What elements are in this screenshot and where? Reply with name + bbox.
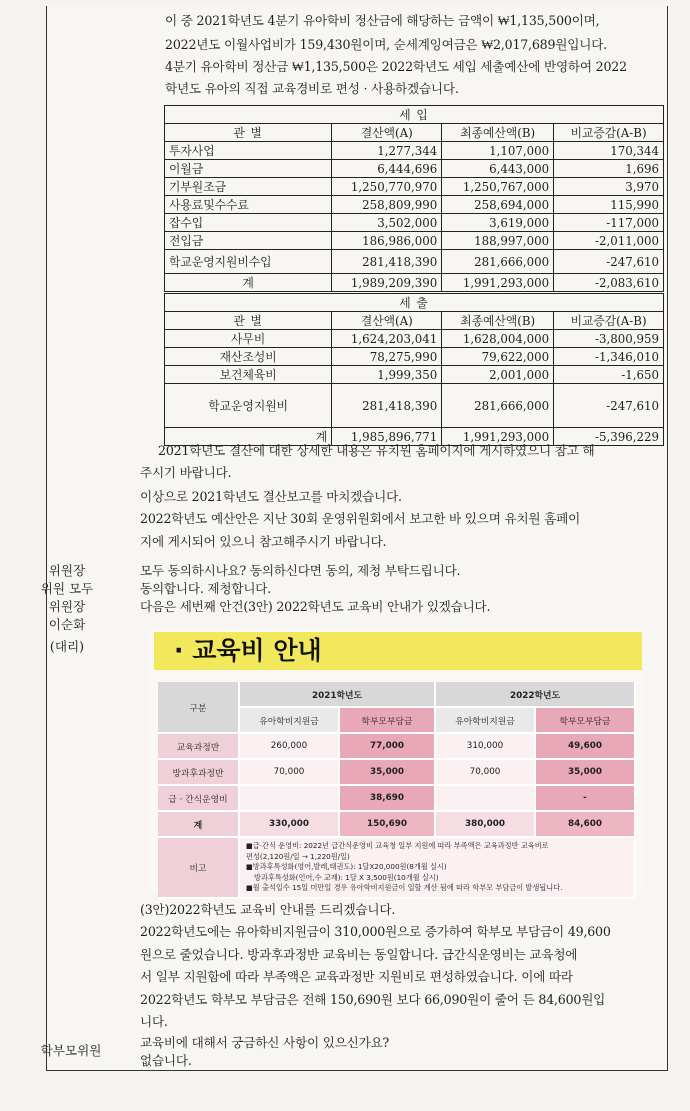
- header-settlement: 결산액(A): [332, 312, 442, 330]
- table-row: [165, 160, 664, 178]
- cell-value: 258,694,000: [442, 196, 554, 214]
- row-label: 이월금: [165, 160, 332, 178]
- note-row: [158, 837, 635, 898]
- table-row: [165, 250, 664, 274]
- year-2022: 2022학년도: [435, 682, 635, 707]
- table-row: [165, 142, 664, 160]
- cell-value: 78,275,990: [332, 348, 442, 366]
- row-label: 기부원조금: [165, 178, 332, 196]
- table-row: [165, 348, 664, 366]
- speaker-name: 이순화: [48, 617, 86, 632]
- tuition-table: [158, 682, 636, 899]
- dialogue-line-1: 모두 동의하시나요? 동의하신다면 동의, 제청 부탁드립니다.: [140, 563, 461, 578]
- expense-table: [164, 293, 664, 446]
- intro-line-4: 학년도 유아의 직접 교육경비로 편성 · 사용하겠습니다.: [165, 81, 459, 96]
- header-difference: 비교증감(A-B): [554, 312, 664, 330]
- row-label: 학교운영지원비: [165, 384, 332, 428]
- cell-value: [239, 785, 339, 811]
- speaker-all-members: 위원 모두: [40, 581, 94, 596]
- cell-value: 1,991,293,000: [442, 274, 554, 292]
- row-label: 학교운영지원비수입: [165, 250, 332, 274]
- cell-value: 1,696: [554, 160, 664, 178]
- dialogue-line-3: 다음은 세번째 안건(3안) 2022학년도 교육비 안내가 있겠습니다.: [140, 599, 491, 614]
- sub-parent-2022: 학부모부담금: [535, 707, 635, 733]
- cell-value: 1,277,344: [332, 142, 442, 160]
- expense-title: 세 출: [165, 294, 664, 312]
- tuition-info-panel: [150, 628, 642, 893]
- row-label: 사용료및수수료: [165, 196, 332, 214]
- sub-support-2022: 유아학비지원금: [435, 707, 535, 733]
- cell-value: [435, 785, 535, 811]
- cell-value: 281,666,000: [442, 384, 554, 428]
- cell-value: 1,624,203,041: [332, 330, 442, 348]
- table-row: [165, 196, 664, 214]
- cell-value: 35,000: [339, 759, 435, 785]
- table-row: [158, 759, 635, 785]
- cell-value: -1,346,010: [554, 348, 664, 366]
- after-line-1: 2021학년도 결산에 대한 상세한 내용은 유치원 홈페이지에 게시하였으니 참고 해: [158, 443, 595, 458]
- cell-value: -1,650: [554, 366, 664, 384]
- row-label: 계: [165, 428, 332, 446]
- row-label: 사무비: [165, 330, 332, 348]
- row-label: 전입금: [165, 232, 332, 250]
- table-row: [165, 330, 664, 348]
- cell-value: -2,083,610: [554, 274, 664, 292]
- cell-value: -2,011,000: [554, 232, 664, 250]
- sub-support-2021: 유아학비지원금: [239, 707, 339, 733]
- intro-line-2: 2022년도 이월사업비가 159,430원이며, 순세계잉여금은 ₩2,017,689원입니다.: [165, 37, 607, 52]
- cell-value: 1,999,350: [332, 366, 442, 384]
- cell-value: 70,000: [239, 759, 339, 785]
- speaker-proxy: (대리): [49, 639, 85, 654]
- col-group-label: 구분: [158, 682, 239, 733]
- cell-value: 49,600: [535, 733, 635, 759]
- speaker-parent-member: 학부모위원: [40, 1043, 102, 1058]
- after-line-4: 2022학년도 예산안은 지난 30회 운영위원회에서 보고한 바 있으며 유치원 홈페이: [140, 511, 581, 526]
- header-category: 관 별: [165, 124, 332, 142]
- row-label: 잡수입: [165, 214, 332, 232]
- after-line-2: 주시기 바랍니다.: [140, 465, 232, 480]
- after-line-5: 지에 게시되어 있으니 참고해주시기 바랍니다.: [140, 534, 387, 549]
- cell-value: -247,610: [554, 384, 664, 428]
- cell-value: 170,344: [554, 142, 664, 160]
- table-row: [165, 214, 664, 232]
- cell-value: 1,107,000: [442, 142, 554, 160]
- cell-value: 3,970: [554, 178, 664, 196]
- sub-parent-2021: 학부모부담금: [339, 707, 435, 733]
- table-row: [165, 232, 664, 250]
- closing-line-6: 니다.: [140, 1014, 168, 1029]
- speaker-chair-2: 위원장: [48, 599, 86, 614]
- table-row: [165, 384, 664, 428]
- after-line-3: 이상으로 2021학년도 결산보고를 마치겠습니다.: [140, 489, 402, 504]
- row-label: 계: [158, 811, 239, 837]
- cell-value: 1,250,770,970: [332, 178, 442, 196]
- note-line: ■방과후특성화(영어,발레,태권도): 1달X20,000원(8개월 실시): [246, 862, 447, 871]
- intro-line-1: 이 중 2021학년도 4분기 유아학비 정산금에 해당하는 금액이 ₩1,135,500이며,: [165, 13, 600, 28]
- cell-value: -117,000: [554, 214, 664, 232]
- cell-value: -: [535, 785, 635, 811]
- table-row: [158, 785, 635, 811]
- note-line: 방과후특성화(언어,수 교재): 1달 X 3,500원(10개월 실시): [254, 872, 439, 882]
- cell-value: 260,000: [239, 733, 339, 759]
- dialogue-line-2: 동의합니다. 제청합니다.: [140, 581, 272, 596]
- header-budget: 최종예산액(B): [442, 124, 554, 142]
- cell-value: -5,396,229: [554, 428, 664, 446]
- cell-value: 1,985,896,771: [332, 428, 442, 446]
- row-label: 교육과정반: [158, 733, 239, 759]
- tuition-title: · 교육비 안내: [154, 632, 642, 670]
- table-row: [165, 366, 664, 384]
- note-content: [239, 837, 635, 898]
- note-line: 편성(2,120원/일 → 1,220원/일): [246, 851, 350, 861]
- intro-line-3: 4분기 유아학비 정산금 ₩1,135,500은 2022학년도 세입 세출예산에 반영하여 2022: [165, 59, 627, 74]
- cell-value: 3,619,000: [442, 214, 554, 232]
- note-line: ■급·간식 운영비: 2022년 급간식운영비 교육청 일부 지원에 따라 부족액은 교육과정반 교육비로: [246, 841, 549, 850]
- closing-line-7: 교육비에 대해서 궁금하신 사항이 있으신가요?: [140, 1035, 390, 1050]
- cell-value: 1,250,767,000: [442, 178, 554, 196]
- closing-line-1: (3안)2022학년도 교육비 안내를 드리겠습니다.: [140, 902, 396, 917]
- header-category: 관 별: [165, 312, 332, 330]
- cell-value: 6,444,696: [332, 160, 442, 178]
- table-row-total: [158, 811, 635, 837]
- cell-value: 84,600: [535, 811, 635, 837]
- cell-value: -3,800,959: [554, 330, 664, 348]
- cell-value: 3,502,000: [332, 214, 442, 232]
- row-label: 계: [165, 274, 332, 292]
- cell-value: 281,418,390: [332, 250, 442, 274]
- row-label: 방과후과정반: [158, 759, 239, 785]
- note-label: 비고: [158, 837, 239, 898]
- cell-value: 77,000: [339, 733, 435, 759]
- cell-value: 281,418,390: [332, 384, 442, 428]
- row-label: 재산조성비: [165, 348, 332, 366]
- cell-value: 380,000: [435, 811, 535, 837]
- cell-value: 38,690: [339, 785, 435, 811]
- cell-value: 188,997,000: [442, 232, 554, 250]
- header-difference: 비교증감(A-B): [554, 124, 664, 142]
- revenue-title: 세 입: [165, 106, 664, 124]
- cell-value: 258,809,990: [332, 196, 442, 214]
- note-line: ■월 출석일수 15일 미만일 경우 유아학비지원금이 일할 계산 됨에 따라 학부모 부담금이 발생됩니다.: [246, 883, 563, 892]
- cell-value: 281,666,000: [442, 250, 554, 274]
- header-settlement: 결산액(A): [332, 124, 442, 142]
- year-2021: 2021학년도: [239, 682, 435, 707]
- cell-value: 186,986,000: [332, 232, 442, 250]
- closing-line-8: 없습니다.: [140, 1053, 192, 1068]
- cell-value: 70,000: [435, 759, 535, 785]
- cell-value: 2,001,000: [442, 366, 554, 384]
- cell-value: 6,443,000: [442, 160, 554, 178]
- cell-value: 310,000: [435, 733, 535, 759]
- cell-value: 35,000: [535, 759, 635, 785]
- cell-value: 1,989,209,390: [332, 274, 442, 292]
- row-label: 급 · 간식운영비: [158, 785, 239, 811]
- cell-value: 330,000: [239, 811, 339, 837]
- header-budget: 최종예산액(B): [442, 312, 554, 330]
- closing-line-3: 원으로 줄었습니다. 방과후과정반 교육비는 동일합니다. 급간식운영비는 교육청에: [140, 947, 578, 962]
- cell-value: 150,690: [339, 811, 435, 837]
- cell-value: 115,990: [554, 196, 664, 214]
- cell-value: 1,991,293,000: [442, 428, 554, 446]
- closing-line-5: 2022학년도 학부모 부담금은 전해 150,690원 보다 66,090원이 줄어 든 84,600원입: [140, 992, 606, 1007]
- cell-value: 79,622,000: [442, 348, 554, 366]
- row-label: 투자사업: [165, 142, 332, 160]
- table-row-total: [165, 274, 664, 292]
- table-row: [165, 178, 664, 196]
- revenue-table: [164, 105, 664, 292]
- cell-value: 1,628,004,000: [442, 330, 554, 348]
- cell-value: -247,610: [554, 250, 664, 274]
- closing-line-4: 서 일부 지원함에 따라 부족액은 교육과정반 지원비로 편성하였습니다. 이에 따라: [140, 969, 573, 984]
- table-row: [158, 733, 635, 759]
- closing-line-2: 2022학년도에는 유아학비지원금이 310,000원으로 증가하여 학부모 부담금이 49,600: [140, 924, 611, 939]
- row-label: 보건체육비: [165, 366, 332, 384]
- speaker-chair: 위원장: [48, 563, 86, 578]
